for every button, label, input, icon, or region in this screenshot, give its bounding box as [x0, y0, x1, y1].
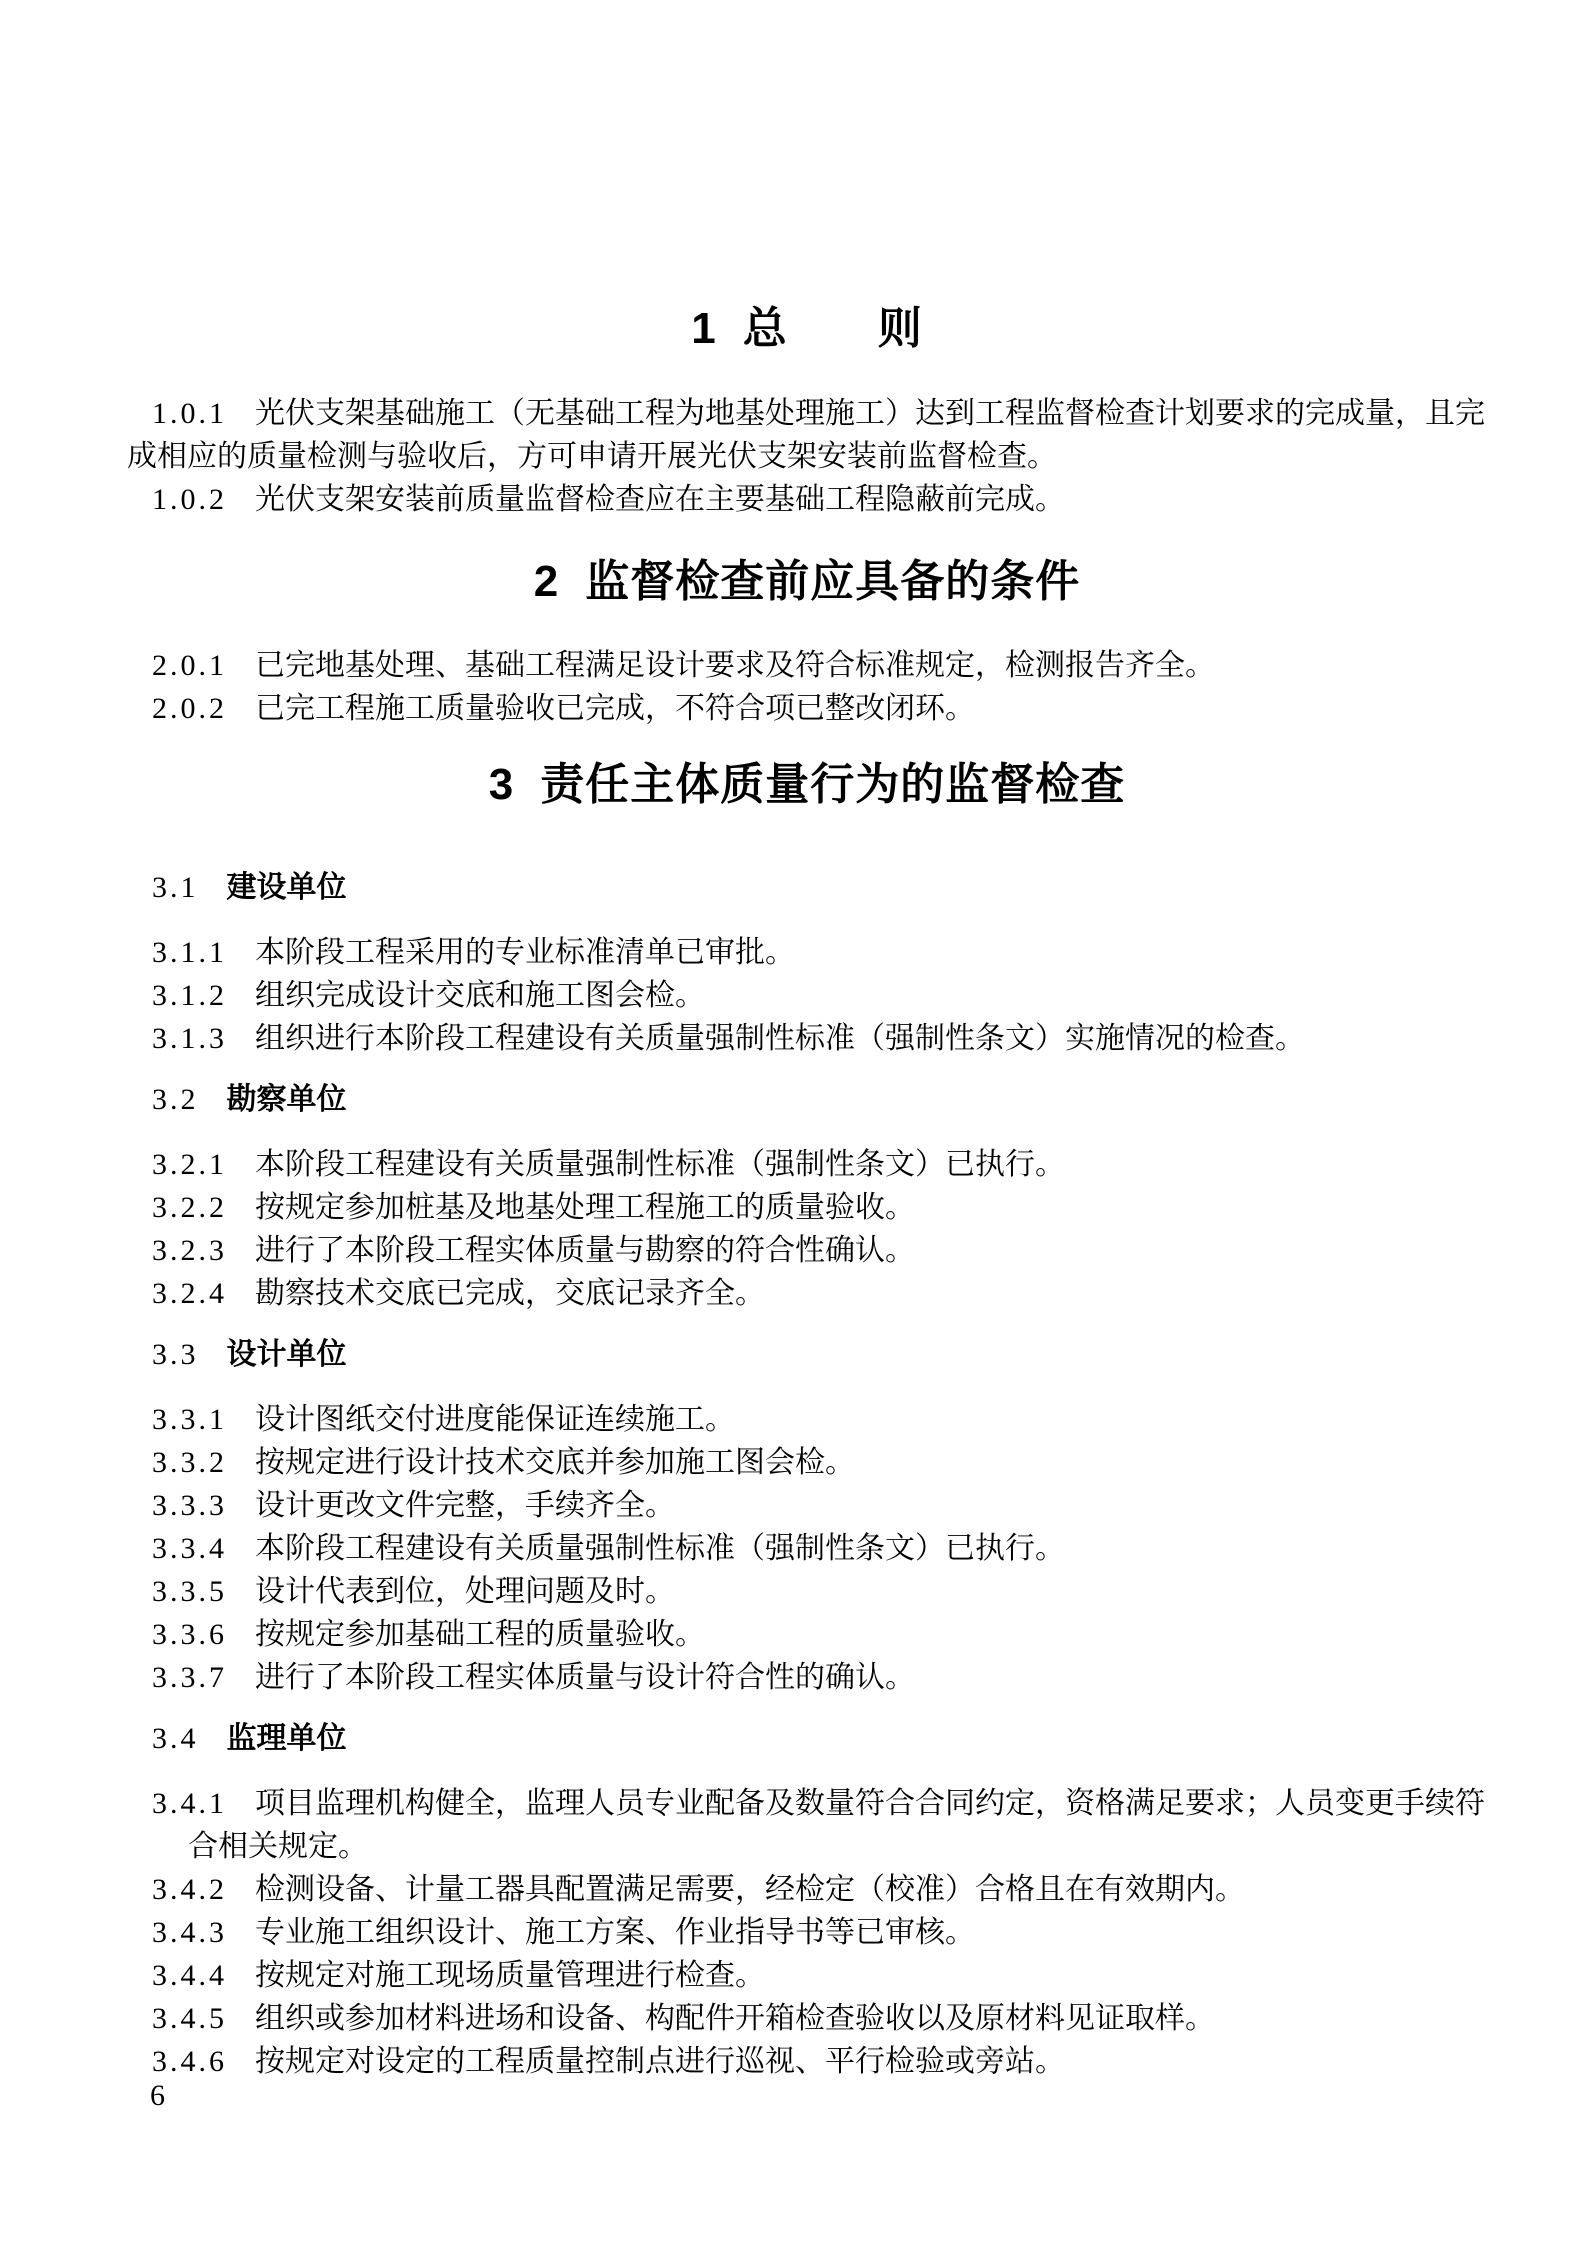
clause-number: 3.3.1	[152, 1403, 227, 1436]
clause-number: 3.3.4	[152, 1532, 227, 1565]
section-3-1-clauses	[127, 931, 1487, 1060]
clause-text: 进行了本阶段工程实体质量与勘察的符合性确认。	[255, 1234, 915, 1267]
clause-text: 按规定参加基础工程的质量验收。	[255, 1618, 705, 1651]
section-number: 3.4	[152, 1722, 199, 1755]
clause-2-0-1	[127, 644, 1487, 687]
clause-text: 项目监理机构健全，监理人员专业配备及数量符合合同约定，资格满足要求；人员变更手续符	[255, 1787, 1485, 1820]
section-title: 勘察单位	[226, 1083, 347, 1116]
clause-text: 组织完成设计交底和施工图会检。	[255, 979, 705, 1012]
clause-number: 3.3.5	[152, 1575, 227, 1608]
clause-number: 2.0.2	[152, 692, 227, 725]
chapter-title: 总 则	[742, 304, 923, 353]
chapter-1-clauses	[127, 392, 1487, 521]
clause-text: 按规定进行设计技术交底并参加施工图会检。	[255, 1446, 855, 1479]
section-title: 设计单位	[226, 1338, 347, 1371]
clause-number: 3.3.7	[152, 1661, 227, 1694]
clause-2-0-2	[127, 687, 1487, 730]
clause-text: 已完地基处理、基础工程满足设计要求及符合标准规定，检测报告齐全。	[255, 649, 1215, 682]
clause-3-1-1	[127, 931, 1487, 974]
clause-number: 3.3.3	[152, 1489, 227, 1522]
clause-3-2-2	[127, 1186, 1487, 1229]
clause-3-1-3	[127, 1017, 1487, 1060]
clause-number: 3.4.6	[152, 2045, 227, 2078]
clause-number: 2.0.1	[152, 649, 227, 682]
clause-3-3-7	[127, 1656, 1487, 1699]
clause-text: 设计代表到位，处理问题及时。	[255, 1575, 675, 1608]
clause-text: 进行了本阶段工程实体质量与设计符合性的确认。	[255, 1661, 915, 1694]
section-3-4-clauses	[127, 1782, 1487, 2083]
clause-number: 3.3.6	[152, 1618, 227, 1651]
section-number: 3.2	[152, 1083, 199, 1116]
clause-number: 3.1.1	[152, 936, 227, 969]
chapter-3	[127, 760, 1487, 2083]
clause-text: 本阶段工程建设有关质量强制性标准（强制性条文）已执行。	[255, 1148, 1065, 1181]
clause-text: 光伏支架基础施工（无基础工程为地基处理施工）达到工程监督检查计划要求的完成量，且完	[255, 397, 1485, 430]
chapter-title: 责任主体质量行为的监督检查	[540, 760, 1126, 809]
clause-text: 已完工程施工质量验收已完成，不符合项已整改闭环。	[255, 692, 975, 725]
chapter-number: 1	[691, 304, 717, 353]
clause-text: 设计更改文件完整，手续齐全。	[255, 1489, 675, 1522]
section-3-2-clauses	[127, 1143, 1487, 1315]
clause-text: 按规定对施工现场质量管理进行检查。	[255, 1959, 765, 1992]
clause-3-2-4	[127, 1272, 1487, 1315]
clause-number: 3.2.4	[152, 1277, 227, 1310]
chapter-title: 监督检查前应具备的条件	[585, 557, 1081, 606]
section-number: 3.3	[152, 1338, 199, 1371]
chapter-number: 2	[533, 557, 560, 606]
clause-number: 3.3.2	[152, 1446, 227, 1479]
clause-number: 3.4.3	[152, 1916, 227, 1949]
clause-number: 3.1.2	[152, 979, 227, 1012]
chapter-3-heading	[127, 760, 1487, 810]
clause-3-2-3	[127, 1229, 1487, 1272]
clause-1-0-2	[127, 478, 1487, 521]
clause-number: 3.2.3	[152, 1234, 227, 1267]
clause-text: 光伏支架安装前质量监督检查应在主要基础工程隐蔽前完成。	[255, 483, 1065, 516]
clause-text: 检测设备、计量工器具配置满足需要，经检定（校准）合格且在有效期内。	[255, 1873, 1245, 1906]
clause-number: 3.1.3	[152, 1022, 227, 1055]
clause-text: 设计图纸交付进度能保证连续施工。	[255, 1403, 735, 1436]
page-number: 6	[150, 2079, 165, 2112]
clause-text: 本阶段工程建设有关质量强制性标准（强制性条文）已执行。	[255, 1532, 1065, 1565]
section-title: 监理单位	[226, 1722, 347, 1755]
chapter-1-heading	[127, 304, 1487, 354]
clause-3-4-3	[127, 1911, 1487, 1954]
clause-3-3-1	[127, 1398, 1487, 1441]
clause-text: 组织进行本阶段工程建设有关质量强制性标准（强制性条文）实施情况的检查。	[255, 1022, 1305, 1055]
clause-1-0-1	[127, 392, 1487, 478]
section-title: 建设单位	[226, 871, 347, 904]
clause-text: 勘察技术交底已完成，交底记录齐全。	[255, 1277, 765, 1310]
clause-text: 按规定参加桩基及地基处理工程施工的质量验收。	[255, 1191, 915, 1224]
clause-3-4-1	[127, 1782, 1487, 1868]
chapter-1	[127, 304, 1487, 521]
clause-text-continued: 成相应的质量检测与验收后，方可申请开展光伏支架安装前监督检查。	[127, 440, 1057, 473]
clause-number: 1.0.1	[152, 397, 227, 430]
section-number: 3.1	[152, 871, 199, 904]
clause-number: 3.4.5	[152, 2002, 227, 2035]
clause-text: 组织或参加材料进场和设备、构配件开箱检查验收以及原材料见证取样。	[255, 2002, 1215, 2035]
clause-3-3-6	[127, 1613, 1487, 1656]
clause-3-4-6	[127, 2040, 1487, 2083]
section-3-3-heading	[127, 1333, 1487, 1376]
clause-3-3-4	[127, 1527, 1487, 1570]
chapter-2	[127, 557, 1487, 730]
section-3-1-heading	[127, 866, 1487, 909]
clause-3-2-1	[127, 1143, 1487, 1186]
chapter-2-heading	[127, 557, 1487, 607]
section-3-3-clauses	[127, 1398, 1487, 1699]
section-3-2-heading	[127, 1078, 1487, 1121]
clause-text: 本阶段工程采用的专业标准清单已审批。	[255, 936, 795, 969]
clause-3-3-3	[127, 1484, 1487, 1527]
clause-number: 3.2.1	[152, 1148, 227, 1181]
clause-text: 专业施工组织设计、施工方案、作业指导书等已审核。	[255, 1916, 975, 1949]
clause-number: 3.4.4	[152, 1959, 227, 1992]
clause-number: 3.4.1	[152, 1787, 227, 1820]
clause-3-3-5	[127, 1570, 1487, 1613]
clause-3-4-5	[127, 1997, 1487, 2040]
clause-number: 3.2.2	[152, 1191, 227, 1224]
clause-3-3-2	[127, 1441, 1487, 1484]
clause-text: 按规定对设定的工程质量控制点进行巡视、平行检验或旁站。	[255, 2045, 1065, 2078]
chapter-2-clauses	[127, 644, 1487, 730]
clause-text-continued: 合相关规定。	[188, 1830, 368, 1863]
clause-number: 3.4.2	[152, 1873, 227, 1906]
clause-3-4-4	[127, 1954, 1487, 1997]
clause-3-4-2	[127, 1868, 1487, 1911]
clause-number: 1.0.2	[152, 483, 227, 516]
chapter-number: 3	[488, 760, 515, 809]
clause-3-1-2	[127, 974, 1487, 1017]
section-3-4-heading	[127, 1717, 1487, 1760]
